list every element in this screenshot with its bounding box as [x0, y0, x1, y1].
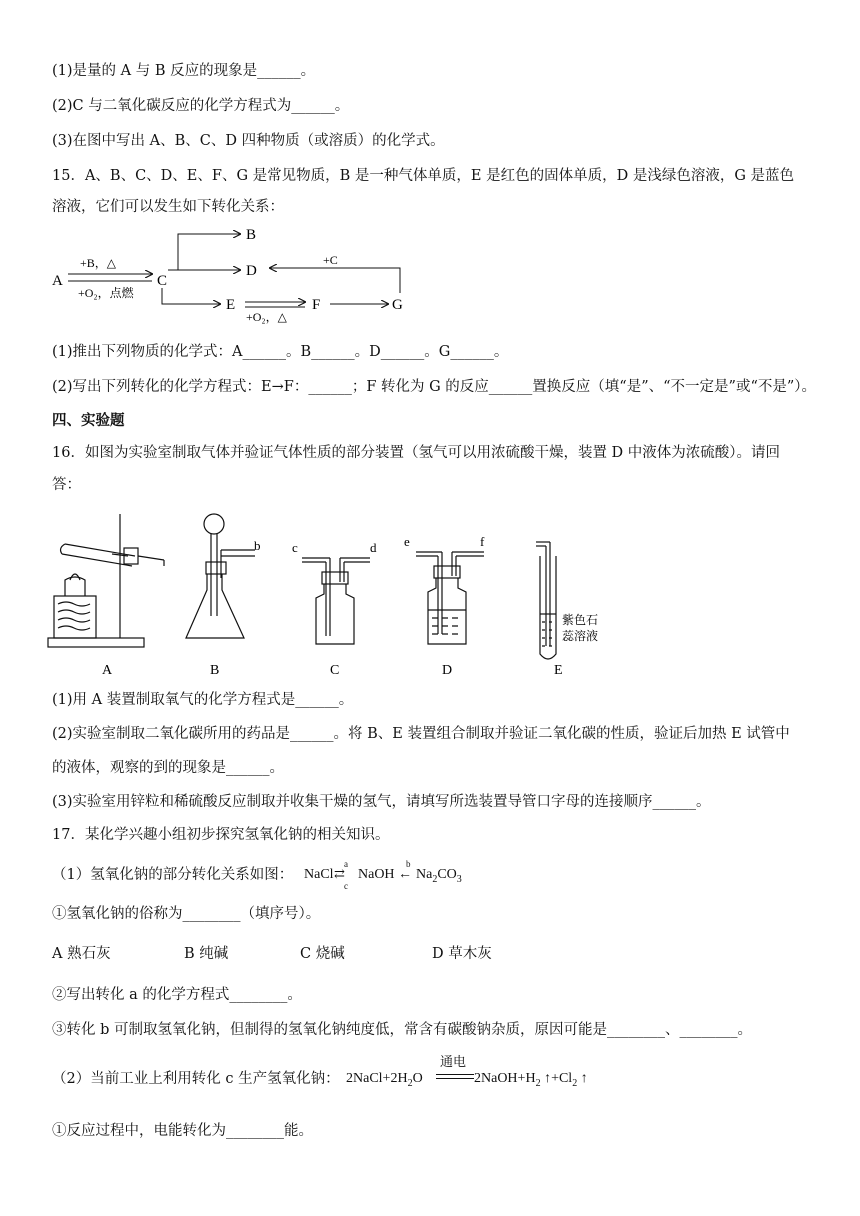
node-d: D: [246, 263, 257, 279]
q16-part3: (3)实验室用锌粒和稀硫酸反应制取并收集干燥的氢气，请填写所选装置导管口字母的连接顺序______。: [52, 794, 711, 810]
label-b: B: [210, 663, 220, 678]
arrow-g-d: [270, 268, 400, 293]
q17-q2: ②写出转化 a 的化学方程式________。: [52, 987, 302, 1003]
q17-q1: ①氢氧化钠的俗称为________（填序号）。: [52, 906, 321, 922]
litmus-label-1: 紫色石: [562, 613, 599, 627]
label-c: C: [330, 663, 340, 678]
q17-scheme: [304, 858, 484, 892]
label-e-port: e: [404, 534, 410, 549]
q17-option-b: B 纯碱: [184, 946, 229, 962]
q17-option-a: A 熟石灰: [52, 946, 111, 962]
q17-option-d: D 草木灰: [432, 946, 492, 962]
cond-ef: +O₂，△: [246, 310, 287, 324]
scheme-eq-arrows: ⇄: [334, 866, 345, 881]
q16-stem-line1: 16．如图为实验室制取气体并验证气体性质的部分装置（氢气可以用浓硫酸干燥，装置 D 中液体为浓硫酸）。请回: [52, 445, 781, 461]
section-heading: 四、实验题: [52, 413, 125, 429]
apparatus-e: [536, 542, 556, 659]
scheme-label-b: b: [406, 859, 411, 869]
apparatus-d: [416, 552, 484, 644]
node-b: B: [246, 227, 257, 243]
apparatus-a: [48, 514, 164, 647]
q16-part2-line1: (2)实验室制取二氧化碳所用的药品是______。将 B、E 装置组合制取并验证二氧化碳的性质，验证后加热 E 试管中: [52, 726, 790, 742]
q16-part1: (1)用 A 装置制取氧气的化学方程式是______。: [52, 692, 354, 708]
label-d-port: d: [370, 540, 377, 555]
arrow-c-b: [168, 234, 240, 270]
arrow-c-d-branch: [178, 256, 240, 270]
apparatus-b: [186, 514, 255, 638]
q17-stem: 17．某化学兴趣小组初步探究氢氧化钠的相关知识。: [52, 827, 390, 843]
label-d: D: [442, 663, 453, 678]
q15-part2: (2)写出下列转化的化学方程式：E→F：______；F 转化为 G 的反应______置换反应（填“是”、“不一定是”或“不是”）。: [52, 379, 817, 395]
q14-part3: (3)在图中写出 A、B、C、D 四种物质（或溶质）的化学式。: [52, 133, 445, 149]
label-e: E: [554, 663, 563, 678]
node-f: F: [312, 297, 321, 313]
litmus-label-2: 蕊溶液: [562, 629, 599, 643]
eq-condition: 通电: [440, 1054, 467, 1069]
cond-bottom: +O₂，点燃: [78, 286, 134, 300]
q15-stem-line2: 溶液，它们可以发生如下转化关系：: [52, 199, 284, 215]
label-a: A: [102, 663, 113, 678]
cond-dg: +C: [323, 253, 338, 267]
q14-part1: (1)是量的 A 与 B 反应的现象是______。: [52, 63, 316, 79]
scheme-label-c: c: [344, 881, 348, 891]
q17-option-c: C 烧碱: [300, 946, 345, 962]
scheme-label-a: a: [344, 859, 348, 869]
q17-q3: ③转化 b 可制取氢氧化钠，但制得的氢氧化钠纯度低，常含有碳酸钠杂质，原因可能是________、________。: [52, 1022, 752, 1038]
q17-electrolysis-equation: $2NaCl+2H_2O$ 通电 $2NaOH+H_2$ $↑+Cl_2$ ↑: [346, 1054, 588, 1089]
arrow-c-e: [162, 288, 220, 304]
scheme-na2co3: $Na_2CO_3$: [416, 867, 462, 885]
apparatus-c: [302, 558, 370, 644]
node-a: A: [52, 273, 63, 289]
node-e: E: [226, 297, 236, 313]
scheme-nacl: NaCl: [304, 867, 334, 882]
q15-part1: (1)推出下列物质的化学式：A______。B______。D______。G______。: [52, 344, 509, 360]
q16-apparatus-figure: [40, 506, 640, 682]
node-g: G: [392, 297, 403, 313]
q17-part2-label: （2）当前工业上利用转化 c 生产氢氧化钠：: [52, 1071, 340, 1087]
q17-part1-label: （1）氢氧化钠的部分转化关系如图：: [52, 867, 294, 883]
q15-stem-line1: 15．A、B、C、D、E、F、G 是常见物质，B 是一种气体单质，E 是红色的固体单质，D 是浅绿色溶液，G 是蓝色: [52, 168, 795, 184]
q14-part2: (2)C 与二氧化碳反应的化学方程式为______。: [52, 98, 350, 114]
eq-double-line: [436, 1074, 474, 1079]
node-c: C: [157, 273, 168, 289]
q15-conversion-diagram: [40, 218, 440, 328]
q17-q4: ①反应过程中，电能转化为________能。: [52, 1123, 313, 1139]
label-b-port: b: [254, 538, 261, 553]
label-f-port: f: [480, 534, 485, 549]
label-c-port: c: [292, 540, 298, 555]
q16-stem-line2: 答：: [52, 477, 81, 493]
scheme-left-arrow: ←: [398, 867, 412, 882]
q16-part2-line2: 的液体，观察的到的现象是______。: [52, 760, 284, 776]
cond-top: +B，△: [80, 256, 117, 270]
scheme-naoh: NaOH: [358, 867, 395, 882]
